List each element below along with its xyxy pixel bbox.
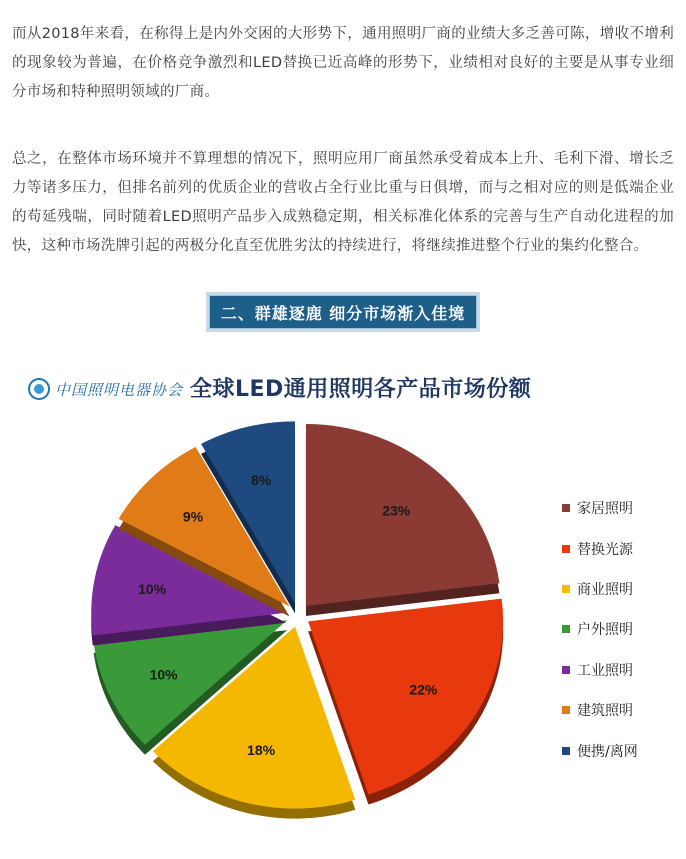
pie-data-label-5: 10% xyxy=(138,580,167,597)
legend-label: 工业照明 xyxy=(577,662,633,679)
legend-swatch xyxy=(562,747,570,755)
legend-item-6 xyxy=(562,690,682,730)
article-paragraph-2: 总之，在整体市场环境并不算理想的情况下，照明应用厂商虽然承受着成本上升、毛利下滑、增长乏力等诸多压力，但排名前列的优质企业的营收占全行业比重与日俱增，而与之相对应的则是低端企业的苟延残喘，同时随着LED照明产品步入成熟稳定期，相关标准化体系的完善与生产自动化进程的加快，这种市场洗牌引起的两极分化直至优胜劣汰的持续进行，将继续推进整个行业的集约化整合。 xyxy=(12,151,674,254)
legend-label: 便携/离网 xyxy=(577,743,638,760)
chart-title: 全球LED通用照明各产品市场份额 xyxy=(190,377,532,402)
legend-item-4 xyxy=(562,609,682,649)
pie-data-label-3: 18% xyxy=(247,742,276,759)
legend-swatch xyxy=(562,666,570,674)
pie-data-label-1: 23% xyxy=(382,502,411,519)
cali-logo xyxy=(28,374,183,404)
section-heading xyxy=(209,295,477,329)
chart-legend xyxy=(562,488,682,771)
legend-label: 户外照明 xyxy=(577,622,633,639)
legend-swatch xyxy=(562,706,570,714)
pie-data-label-7: 8% xyxy=(250,471,272,488)
legend-item-3 xyxy=(562,569,682,609)
legend-label: 替换光源 xyxy=(577,541,633,558)
legend-label: 建筑照明 xyxy=(577,703,633,720)
pie-data-label-6: 9% xyxy=(182,508,204,525)
legend-item-7 xyxy=(562,730,682,770)
legend-swatch xyxy=(562,504,570,512)
pie-slice-1 xyxy=(306,424,499,616)
legend-swatch xyxy=(562,585,570,593)
legend-item-1 xyxy=(562,488,682,528)
legend-label: 家居照明 xyxy=(577,501,633,518)
legend-item-5 xyxy=(562,650,682,690)
pie-data-label-4: 10% xyxy=(149,666,178,683)
legend-item-2 xyxy=(562,528,682,568)
legend-swatch xyxy=(562,625,570,633)
pie-data-label-2: 22% xyxy=(409,681,438,698)
legend-swatch xyxy=(562,545,570,553)
section-heading-text: 二、群雄逐鹿 细分市场渐入佳境 xyxy=(220,303,466,323)
legend-label: 商业照明 xyxy=(577,581,633,598)
cali-logo-icon xyxy=(28,378,50,400)
logo-text: 中国照明电器协会 xyxy=(55,380,184,399)
article-paragraph-1: 而从2018年来看，在称得上是内外交困的大形势下，通用照明厂商的业绩大多乏善可陈，增收不增利的现象较为普遍，在价格竞争激烈和LED替换已近高峰的形势下，业绩相对良好的主要是从事专业细分市场和特种照明领域的厂商。 xyxy=(12,26,674,100)
